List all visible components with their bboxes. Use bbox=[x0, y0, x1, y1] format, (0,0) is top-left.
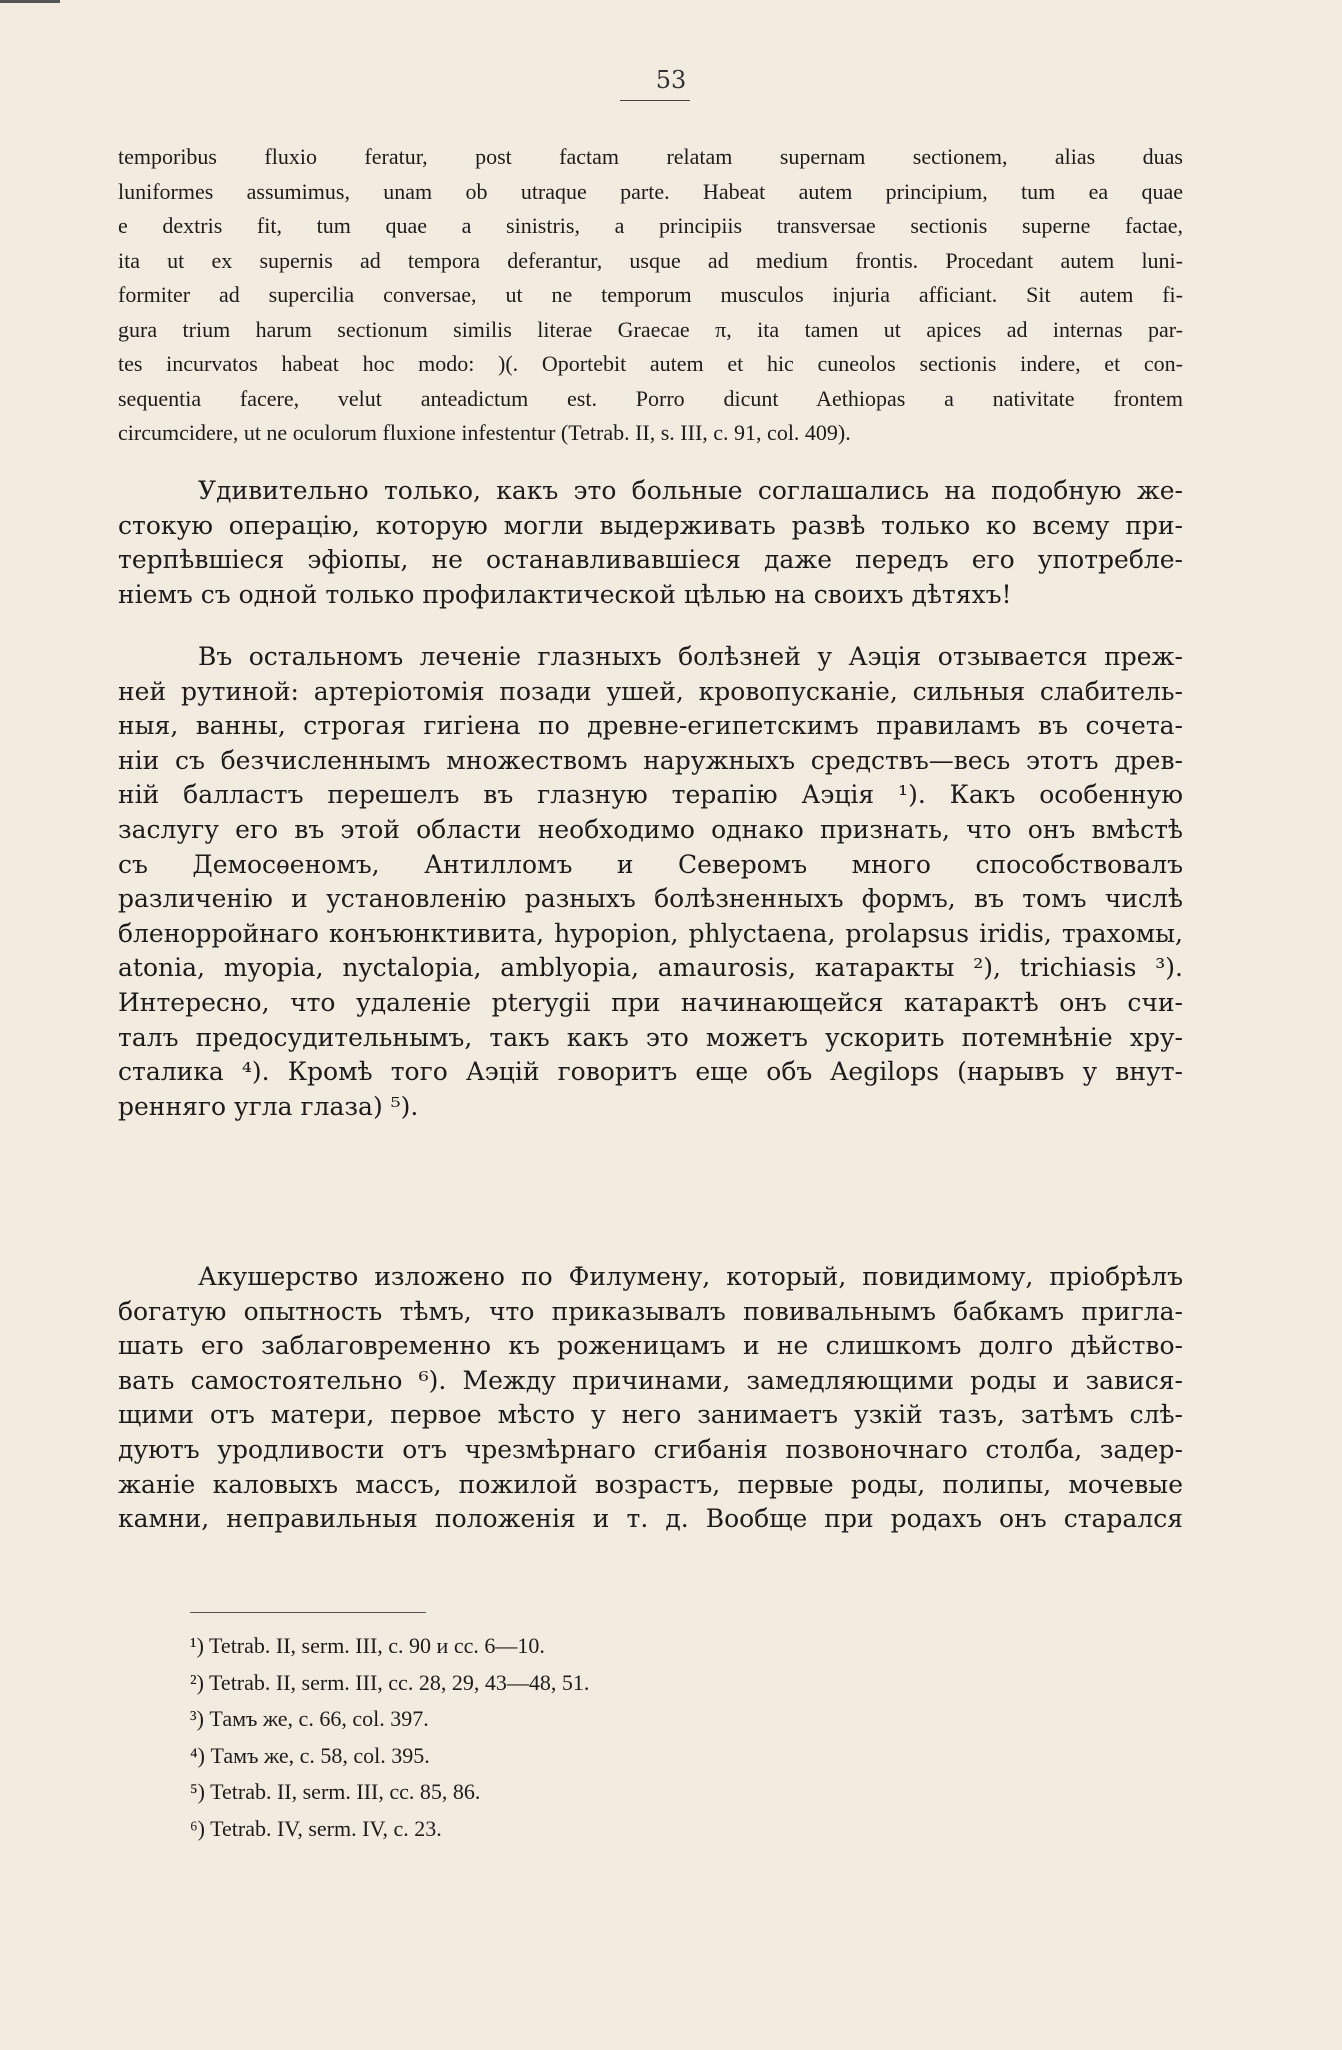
text-line: бленорройнаго конъюнктивита, hypopion, phlyctaena, prolapsus iridis, трахомы, bbox=[118, 918, 1183, 948]
page-number-rule bbox=[620, 100, 690, 101]
footnotes bbox=[190, 1628, 589, 1847]
text-line: Интересно, что удаленіе pterygii при начинающейся катарактѣ онъ счи- bbox=[118, 987, 1183, 1017]
text-line: камни, неправильныя положенія и т. д. Вообще при родахъ онъ старался bbox=[118, 1504, 1183, 1534]
text-line: жаніе каловыхъ массъ, пожилой возрастъ, первые роды, полипы, мочевые bbox=[118, 1469, 1183, 1499]
latin-line: formiter ad supercilia conversae, ut ne temporum musculos injuria afficiant. Sit autem fi- bbox=[118, 282, 1183, 307]
text-line: ніи съ безчисленнымъ множествомъ наружныхъ средствъ—весь этотъ древ- bbox=[118, 745, 1183, 775]
footnote: ⁴) Тамъ же, с. 58, col. 395. bbox=[190, 1742, 430, 1768]
text-line: талъ предосудительнымъ, такъ какъ это можетъ ускорить потемнѣніе хру- bbox=[118, 1022, 1183, 1052]
scan-edge-mark bbox=[0, 0, 60, 3]
text-line: щими отъ матери, первое мѣсто у него занимаетъ узкій тазъ, затѣмъ слѣ- bbox=[118, 1400, 1183, 1430]
text-line: заслугу его въ этой области необходимо однако признать, что онъ вмѣстѣ bbox=[118, 814, 1183, 844]
text-line: терпѣвшіеся эфіопы, не останавливавшіеся даже передъ его употребле- bbox=[118, 545, 1183, 575]
paragraph-2 bbox=[118, 640, 1183, 1124]
latin-line: e dextris fit, tum quae a sinistris, a principiis transversae sectionis superne factae, bbox=[118, 213, 1183, 238]
footnote-rule bbox=[190, 1612, 426, 1613]
latin-line: circumcidere, ut ne oculorum fluxione infestentur (Tetrab. II, s. III, c. 91, col. 409). bbox=[118, 420, 851, 445]
text-line: съ Демосѳеномъ, Антилломъ и Северомъ много способствовалъ bbox=[118, 849, 1183, 879]
text-line: ныя, ванны, строгая гигіена по древне-египетскимъ правиламъ въ сочета- bbox=[118, 711, 1183, 741]
text-line: ней рутиной: артеріотомія позади ушей, кровопусканіе, сильныя слабитель- bbox=[118, 676, 1183, 706]
latin-line: sequentia facere, velut anteadictum est. Porro dicunt Aethiopas a nativitate frontem bbox=[118, 385, 1183, 411]
text-line: ніемъ съ одной только профилактической цѣлью на своихъ дѣтяхъ! bbox=[118, 579, 1012, 609]
latin-quotation bbox=[118, 140, 1183, 451]
paragraph-1 bbox=[118, 474, 1183, 612]
text-line: сталика ⁴). Кромѣ того Аэцій говоритъ еще объ Aegilops (нарывъ у внут- bbox=[118, 1057, 1183, 1087]
text-line: Въ остальномъ леченіе глазныхъ болѣзней у Аэція отзывается преж- bbox=[198, 642, 1183, 671]
text-line: atonia, myopia, nyctalopia, amblyopia, amaurosis, катаракты ²), trichiasis ³). bbox=[118, 953, 1183, 983]
latin-line: gura trium harum sectionum similis literae Graecae π, ita tamen ut apices ad internas par- bbox=[118, 316, 1183, 342]
text-line: богатую опытность тѣмъ, что приказывалъ повивальнымъ бабкамъ пригла- bbox=[118, 1296, 1183, 1326]
text-line: ній балластъ перешелъ въ глазную терапію Аэція ¹). Какъ особенную bbox=[118, 780, 1183, 810]
footnote: ²) Tetrab. II, serm. III, cc. 28, 29, 43—48, 51. bbox=[190, 1669, 590, 1695]
page-number: 53 bbox=[655, 66, 687, 94]
latin-line: ita ut ex supernis ad tempora deferantur, usque ad medium frontis. Procedant autem luni- bbox=[118, 247, 1183, 273]
latin-line: luniformes assumimus, unam ob utraque parte. Habeat autem principium, tum ea quae bbox=[118, 178, 1183, 204]
footnote: ³) Тамъ же, с. 66, col. 397. bbox=[190, 1706, 429, 1731]
text-line: Удивительно только, какъ это больные соглашались на подобную же- bbox=[198, 476, 1183, 505]
latin-line: temporibus fluxio feratur, post factam relatam supernam sectionem, alias duas bbox=[118, 144, 1183, 169]
text-line: Акушерство изложено по Филумену, который, повидимому, пріобрѣлъ bbox=[198, 1262, 1183, 1291]
footnote: ⁶) Tetrab. IV, serm. IV, c. 23. bbox=[190, 1815, 442, 1841]
footnote: ⁵) Tetrab. II, serm. III, cc. 85, 86. bbox=[190, 1779, 481, 1804]
text-line: ренняго угла глаза) ⁵). bbox=[118, 1091, 419, 1121]
text-line: стокую операцію, которую могли выдерживать развѣ только ко всему при- bbox=[118, 510, 1183, 540]
footnote: ¹) Tetrab. II, serm. III, c. 90 и сс. 6—10. bbox=[190, 1633, 545, 1658]
text-line: шать его заблаговременно къ роженицамъ и не слишкомъ долго дѣйство- bbox=[118, 1331, 1183, 1361]
text-line: различенію и установленію разныхъ болѣзненныхъ формъ, въ томъ числѣ bbox=[118, 884, 1183, 914]
text-line: вать самостоятельно ⁶). Между причинами, замедляющими роды и завися- bbox=[118, 1365, 1183, 1395]
text-line: дуютъ уродливости отъ чрезмѣрнаго сгибанія позвоночнаго столба, задер- bbox=[118, 1434, 1183, 1464]
paragraph-3 bbox=[118, 1260, 1183, 1537]
latin-line: tes incurvatos habeat hoc modo: )(. Oportebit autem et hic cuneolos sectionis indere, et con- bbox=[118, 351, 1183, 376]
